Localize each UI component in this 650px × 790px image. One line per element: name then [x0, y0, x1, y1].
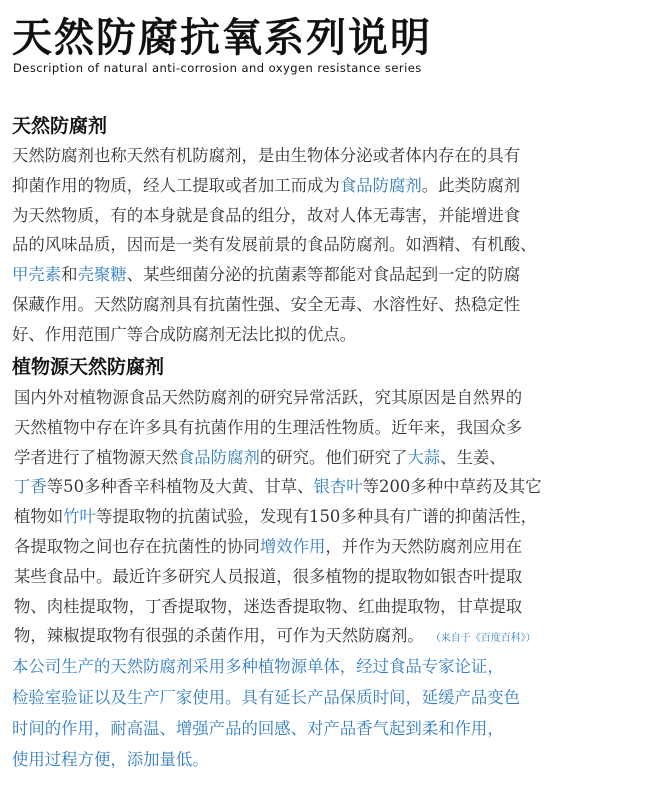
text-segment: 好、作用范围广等合成防腐剂无法比拟的优点。 [12, 324, 357, 344]
text-line [14, 592, 644, 622]
text-line [12, 290, 642, 320]
term-link[interactable]: 大蒜 [407, 447, 441, 467]
text-segment: 保藏作用。天然防腐剂具有抗菌性强、安全无毒、水溶性好、热稳定性 [12, 294, 521, 314]
text-segment: 植物如 [14, 507, 64, 527]
text-segment: 学者进行了植物源天然 [14, 447, 178, 467]
text-segment: 等提取物的抗菌试验，发现有150多种具有广谱的抑菌活性， [95, 507, 538, 527]
text-segment: 品的风味品质，因而是一类有发展前景的食品防腐剂。如酒精、有机酸、 [12, 235, 537, 255]
text-line [14, 443, 644, 473]
section-heading-natural-preservative: 天然防腐剂 [12, 115, 108, 137]
text-segment: 等50多种香辛科植物及大黄、甘草、 [46, 477, 314, 497]
text-segment: ，并作为天然防腐剂应用在 [325, 536, 523, 556]
company-line: 使用过程方便，添加量低。 [12, 750, 209, 769]
text-line [14, 502, 644, 532]
section-body-plant-preservative [14, 383, 644, 651]
term-link[interactable]: 壳聚糖 [77, 265, 127, 285]
text-line [12, 171, 642, 201]
company-statement [12, 651, 642, 775]
section-heading-plant-preservative: 植物源天然防腐剂 [12, 356, 165, 378]
term-link[interactable]: 竹叶 [63, 507, 96, 527]
text-segment: 的研究。他们研究了 [259, 447, 408, 467]
text-line [12, 320, 642, 350]
text-line [12, 201, 642, 231]
text-segment: 。此类防腐剂 [421, 175, 521, 195]
text-segment: 天然防腐剂也称天然有机防腐剂，是由生物体分泌或者体内存在的具有 [12, 146, 521, 165]
text-line [12, 230, 642, 260]
text-segment: 物、肉桂提取物，丁香提取物，迷迭香提取物、红曲提取物，甘草提取 [14, 596, 523, 616]
text-line [14, 562, 644, 592]
text-segment: 、生姜、 [440, 447, 506, 467]
section-body-natural-preservative [12, 141, 642, 350]
text-line [14, 383, 644, 413]
term-link[interactable]: 食品防腐剂 [177, 447, 260, 467]
text-line [14, 532, 644, 562]
text-segment: 天然植物中存在许多具有抗菌作用的生理活性物质。近年来，我国众多 [14, 417, 523, 437]
text-segment: 、某些细菌分泌的抗菌素等都能对食品起到一定的防腐 [126, 265, 521, 285]
term-link[interactable]: 甲壳素 [12, 265, 62, 285]
text-line [12, 260, 642, 290]
text-line [14, 413, 644, 443]
term-link[interactable]: 增效作用 [259, 536, 326, 556]
text-segment: 物，辣椒提取物有很强的杀菌作用，可作为天然防腐剂。 [14, 626, 424, 646]
text-segment: 抑菌作用的物质，经人工提取或者加工而成为 [12, 175, 340, 195]
term-link[interactable]: 食品防腐剂 [339, 175, 422, 195]
page-subtitle: Description of natural anti-corrosion and oxygen resistance series [13, 61, 422, 75]
company-line: 检验室验证以及生产厂家使用。具有延长产品保质时间，延缓产品变色 [12, 688, 521, 707]
text-segment: 等200多种中草药及其它 [362, 477, 542, 497]
text-segment: 某些食品中。最近许多研究人员报道，很多植物的提取物如银杏叶提取 [14, 566, 523, 586]
text-segment: 和 [61, 265, 78, 285]
source-note: （来自于《百度百科》） [435, 633, 536, 645]
company-line: 本公司生产的天然防腐剂采用多种植物源单体，经过食品专家论证， [12, 657, 504, 676]
term-link[interactable]: 丁香 [14, 477, 47, 497]
company-line: 时间的作用，耐高温、增强产品的回感、对产品香气起到柔和作用， [12, 719, 504, 738]
text-line [14, 472, 644, 502]
text-segment: 国内外对植物源食品天然防腐剂的研究异常活跃，究其原因是自然界的 [14, 388, 523, 407]
text-line [12, 141, 642, 171]
term-link[interactable]: 银杏叶 [313, 477, 363, 497]
text-line [14, 621, 644, 651]
text-segment: 为天然物质，有的本身就是食品的组分，故对人体无毒害，并能增进食 [12, 205, 521, 225]
text-segment: 各提取物之间也存在抗菌性的协同 [14, 536, 260, 556]
page-title: 天然防腐抗氧系列说明 [12, 15, 432, 61]
